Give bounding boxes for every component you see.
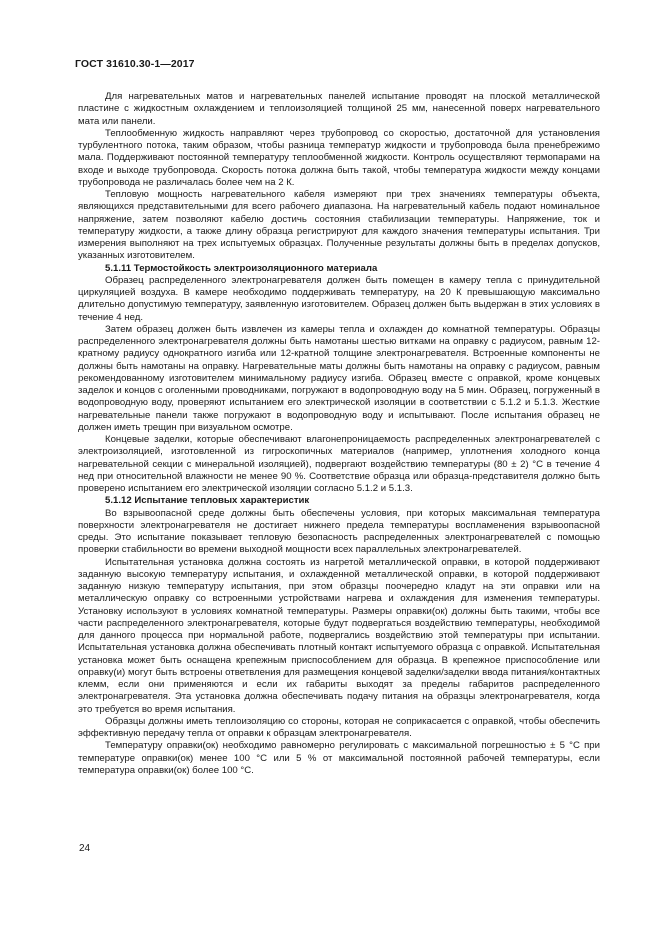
body-paragraph: Затем образец должен быть извлечен из камеры тепла и охлажден до комнатной температуры. Образцы распределенного электронагревателя должны быть намотаны шестью витками на оправку с радиусом, равным 12-кратному радиусу однократного изгиба или 12-кратной толщине электронагревателя. Встроенные компоненты не должны быть намотаны на оправку. Нагревательные маты должны быть намотаны на оправку с радиусом, равным рекомендованному изготовителем минимальному радиусу изгиба. Образец вместе с оправкой, кроме концевых заделок и концов с оголенными проводниками, погружают в водопроводную воду на 5 мин. Образец, погруженный в водопроводную воду, проверяют испытанием его электрической изоляции в соответствии с 5.1.2 и 5.1.3. Жесткие нагревательные панели также погружают в водопроводную воду и испытывают. После испытания образец не должен иметь трещин при визуальном осмотре.	[78, 323, 600, 433]
body-paragraph: Теплообменную жидкость направляют через трубопровод со скоростью, достаточной для установления турбулентного потока, таким образом, чтобы разница температур жидкости и трубопровода была пренебрежимо мала. Поддерживают постоянной температуру теплообменной жидкости. Контроль осуществляют термопарами на входе и выходе трубопровода. Скорость потока должна быть такой, чтобы температура жидкости между концами трубопровода не различалась более чем на 2 К.	[78, 127, 600, 188]
page-number: 24	[79, 843, 91, 854]
body-paragraph: Для нагревательных матов и нагревательных панелей испытание проводят на плоской металлической пластине с жидкостным охлаждением и теплоизоляцией толщиной 25 мм, нанесенной поверх нагревательного мата или панели.	[78, 91, 600, 127]
body-paragraph: Испытательная установка должна состоять из нагретой металлической оправки, в которой поддерживают заданную высокую температуру испытания, и охлажденной металлической оправки, в которой поддерживают заданную низкую температуру испытания, при этом образцы поочередно кладут на эти оправки или на металлическую оправку со встроенными устройствами нагрева и охлаждения для изменения температуры. Установку используют в условиях комнатной температуры. Размеры оправки(ок) должны быть такими, чтобы все части распределенного электронагревателя, которые будут подвергаться воздействию температуры, необходимой для данного процесса при нормальной работе, подвергались воздействию этой температуры при испытании. Испытательная установка должна обеспечивать плотный контакт испытуемого образца с оправкой. Испытательная установка может быть оснащена крепежным приспособлением для образца. В крепежное приспособление или оправку(и) могут быть встроены ответвления для размещения концевой заделки/заделки ввода питания/контактных клемм, если они применяются и если их габариты выходят за пределы габаритов распределенного электронагревателя. Эта установка должна обеспечивать подачу питания на образцы электронагревателя, когда это требуется во время испытания.	[78, 556, 600, 715]
document-code-header: ГОСТ 31610.30-1—2017	[75, 58, 195, 70]
body-paragraph: Температуру оправки(ок) необходимо равномерно регулировать с максимальной погрешностью ± 5 °С при температуре оправки(ок) менее 100 °С или 5 % от максимальной постоянной рабочей температуры, если температура оправки(ок) более 100 °С.	[78, 740, 600, 776]
body-paragraph: Тепловую мощность нагревательного кабеля измеряют при трех значениях температуры объекта, являющихся представительными для всего рабочего диапазона. На нагревательный кабель подают номинальное напряжение, затем позволяют кабелю достичь состояния стабилизации температуры. Напряжение, ток и температуру жидкости, а также длину образца регистрируют для каждого значения температуры испытания. Три измерения выполняют на трех испытуемых образцах. Полученные результаты должны быть в пределах допусков, указанных изготовителем.	[78, 189, 600, 262]
body-paragraph: Во взрывоопасной среде должны быть обеспечены условия, при которых максимальная температура поверхности электронагревателя не достигает нижнего предела температуры воспламенения взрывоопасной среды. Это испытание показывает тепловую безопасность распределенных электронагревателей с помощью проверки стабильности во времени выходной мощности всех параллельных электронагревателей.	[78, 507, 600, 556]
body-paragraph: Образец распределенного электронагревателя должен быть помещен в камеру тепла с принудительной циркуляцией воздуха. В камере необходимо поддерживать температуру, на 20 К превышающую максимально длительно допустимую температуру, заявленную изготовителем. Образец должен быть выдержан в этих условиях в течение 4 нед.	[78, 274, 600, 323]
section-heading: 5.1.11 Термостойкость электроизоляционного материала	[105, 262, 378, 274]
document-body	[78, 91, 600, 777]
body-paragraph: Образцы должны иметь теплоизоляцию со стороны, которая не соприкасается с оправкой, чтобы обеспечить эффективную передачу тепла от оправки к образцам электронагревателя.	[78, 715, 600, 739]
section-heading: 5.1.12 Испытание тепловых характеристик	[105, 495, 310, 507]
body-paragraph: Концевые заделки, которые обеспечивают влагонепроницаемость распределенных электронагревателей с электроизоляцией, изготовленной из гигроскопичных материалов (например, уплотнения холодного конца нагревательной секции с минеральной изоляцией), подвергают воздействию температуры (80 ± 2) °С в течение 4 нед при относительной влажности не менее 90 %. Соответствие образца или образца-представителя должно быть проверено испытанием его электрической изоляции согласно 5.1.2 и 5.1.3.	[78, 434, 600, 494]
